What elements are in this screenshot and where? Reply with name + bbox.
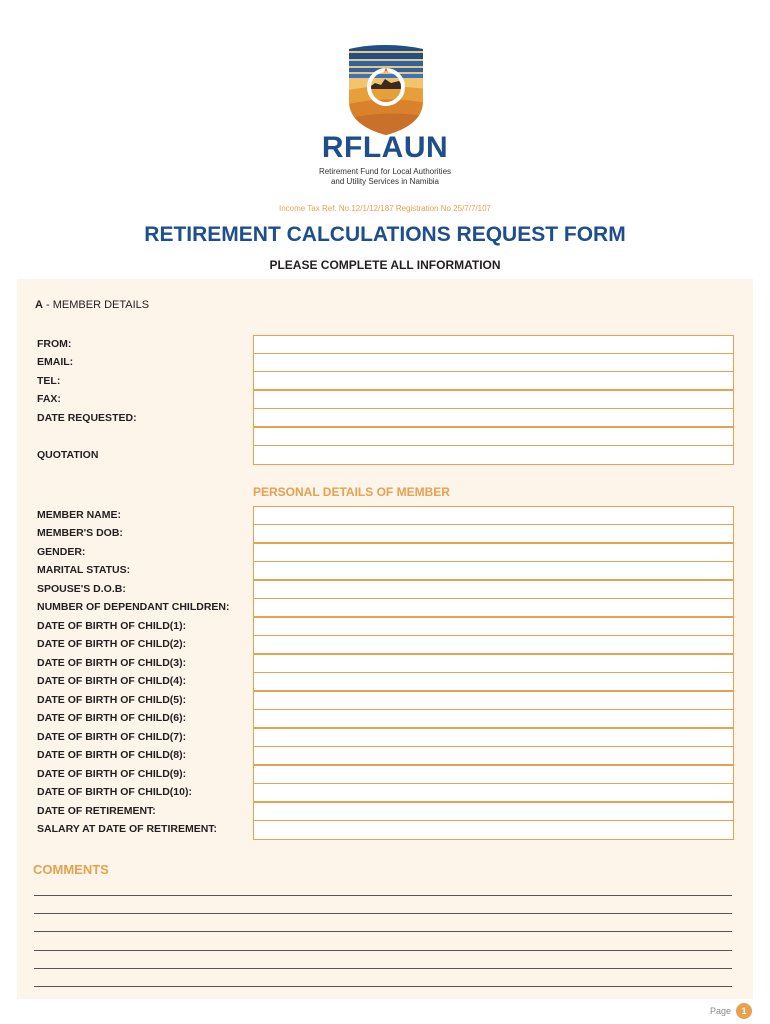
input-child-dob-7[interactable] xyxy=(253,728,734,747)
label-date-requested: DATE REQUESTED: xyxy=(37,412,137,424)
section-letter: A xyxy=(35,299,43,311)
brand-name: RFLAUN xyxy=(321,131,449,164)
label-dependant-children: NUMBER OF DEPENDANT CHILDREN: xyxy=(37,601,230,613)
comment-line[interactable] xyxy=(34,968,732,969)
label-child-dob-9: DATE OF BIRTH OF CHILD(9): xyxy=(37,768,187,780)
label-quotation: QUOTATION xyxy=(37,449,99,461)
label-date-of-retirement: DATE OF RETIREMENT: xyxy=(37,805,156,817)
page-number-badge: 1 xyxy=(736,1003,752,1019)
label-member-name: MEMBER NAME: xyxy=(37,509,121,521)
input-dependant-children[interactable] xyxy=(253,598,734,617)
input-child-dob-9[interactable] xyxy=(253,765,734,784)
label-tel: TEL: xyxy=(37,375,61,387)
brand-subtitle-line2: and Utility Services in Namibia xyxy=(330,177,440,186)
comment-line[interactable] xyxy=(34,931,732,932)
input-marital-status[interactable] xyxy=(253,561,734,580)
label-child-dob-4: DATE OF BIRTH OF CHILD(4): xyxy=(37,675,187,687)
label-child-dob-10: DATE OF BIRTH OF CHILD(10): xyxy=(37,786,192,798)
page-label: Page xyxy=(709,1006,731,1016)
label-spouse-dob: SPOUSE'S D.O.B: xyxy=(37,583,126,595)
brand-subtitle xyxy=(0,167,770,187)
comment-line[interactable] xyxy=(34,913,732,914)
input-child-dob-8[interactable] xyxy=(253,746,734,765)
input-spouse-dob[interactable] xyxy=(253,580,734,599)
personal-details-heading: PERSONAL DETAILS OF MEMBER xyxy=(253,485,450,499)
comment-line[interactable] xyxy=(34,950,732,951)
label-child-dob-1: DATE OF BIRTH OF CHILD(1): xyxy=(37,620,187,632)
form-title: RETIREMENT CALCULATIONS REQUEST FORM xyxy=(144,223,626,246)
tax-reference: Income Tax Ref. No.12/1/12/187 Registration No 25/7/7/107 xyxy=(279,204,491,213)
label-child-dob-2: DATE OF BIRTH OF CHILD(2): xyxy=(37,638,187,650)
label-gender: GENDER: xyxy=(37,546,86,558)
label-member-dob: MEMBER'S DOB: xyxy=(37,527,123,539)
comments-heading: COMMENTS xyxy=(33,862,109,877)
label-marital-status: MARITAL STATUS: xyxy=(37,564,131,576)
label-email: EMAIL: xyxy=(37,356,74,368)
input-fax[interactable] xyxy=(253,390,734,409)
page-number xyxy=(710,1003,752,1019)
input-gender[interactable] xyxy=(253,543,734,562)
input-from[interactable] xyxy=(253,335,734,354)
brand-subtitle-line1: Retirement Fund for Local Authorities xyxy=(318,167,452,176)
input-extra[interactable] xyxy=(253,427,734,446)
rflaun-logo xyxy=(345,43,427,135)
label-child-dob-3: DATE OF BIRTH OF CHILD(3): xyxy=(37,657,187,669)
label-fax: FAX: xyxy=(37,393,61,405)
input-child-dob-3[interactable] xyxy=(253,654,734,673)
input-salary-at-retirement[interactable] xyxy=(253,820,734,840)
input-date-requested[interactable] xyxy=(253,408,734,427)
input-member-dob[interactable] xyxy=(253,524,734,543)
input-child-dob-1[interactable] xyxy=(253,617,734,636)
input-date-of-retirement[interactable] xyxy=(253,802,734,821)
input-child-dob-4[interactable] xyxy=(253,672,734,691)
input-child-dob-10[interactable] xyxy=(253,783,734,802)
input-child-dob-6[interactable] xyxy=(253,709,734,728)
label-salary-at-retirement: SALARY AT DATE OF RETIREMENT: xyxy=(37,823,218,835)
section-label: - MEMBER DETAILS xyxy=(42,299,150,311)
input-child-dob-2[interactable] xyxy=(253,635,734,654)
label-child-dob-8: DATE OF BIRTH OF CHILD(8): xyxy=(37,749,187,761)
label-child-dob-5: DATE OF BIRTH OF CHILD(5): xyxy=(37,694,187,706)
label-child-dob-6: DATE OF BIRTH OF CHILD(6): xyxy=(37,712,187,724)
input-member-name[interactable] xyxy=(253,506,734,525)
input-email[interactable] xyxy=(253,353,734,372)
comment-line[interactable] xyxy=(34,986,732,987)
section-a-heading xyxy=(35,299,149,311)
label-child-dob-7: DATE OF BIRTH OF CHILD(7): xyxy=(37,731,187,743)
form-subtitle: PLEASE COMPLETE ALL INFORMATION xyxy=(269,258,501,272)
label-from: FROM: xyxy=(37,338,72,350)
input-quotation[interactable] xyxy=(253,445,734,465)
input-tel[interactable] xyxy=(253,371,734,390)
comment-line[interactable] xyxy=(34,895,732,896)
input-child-dob-5[interactable] xyxy=(253,691,734,710)
